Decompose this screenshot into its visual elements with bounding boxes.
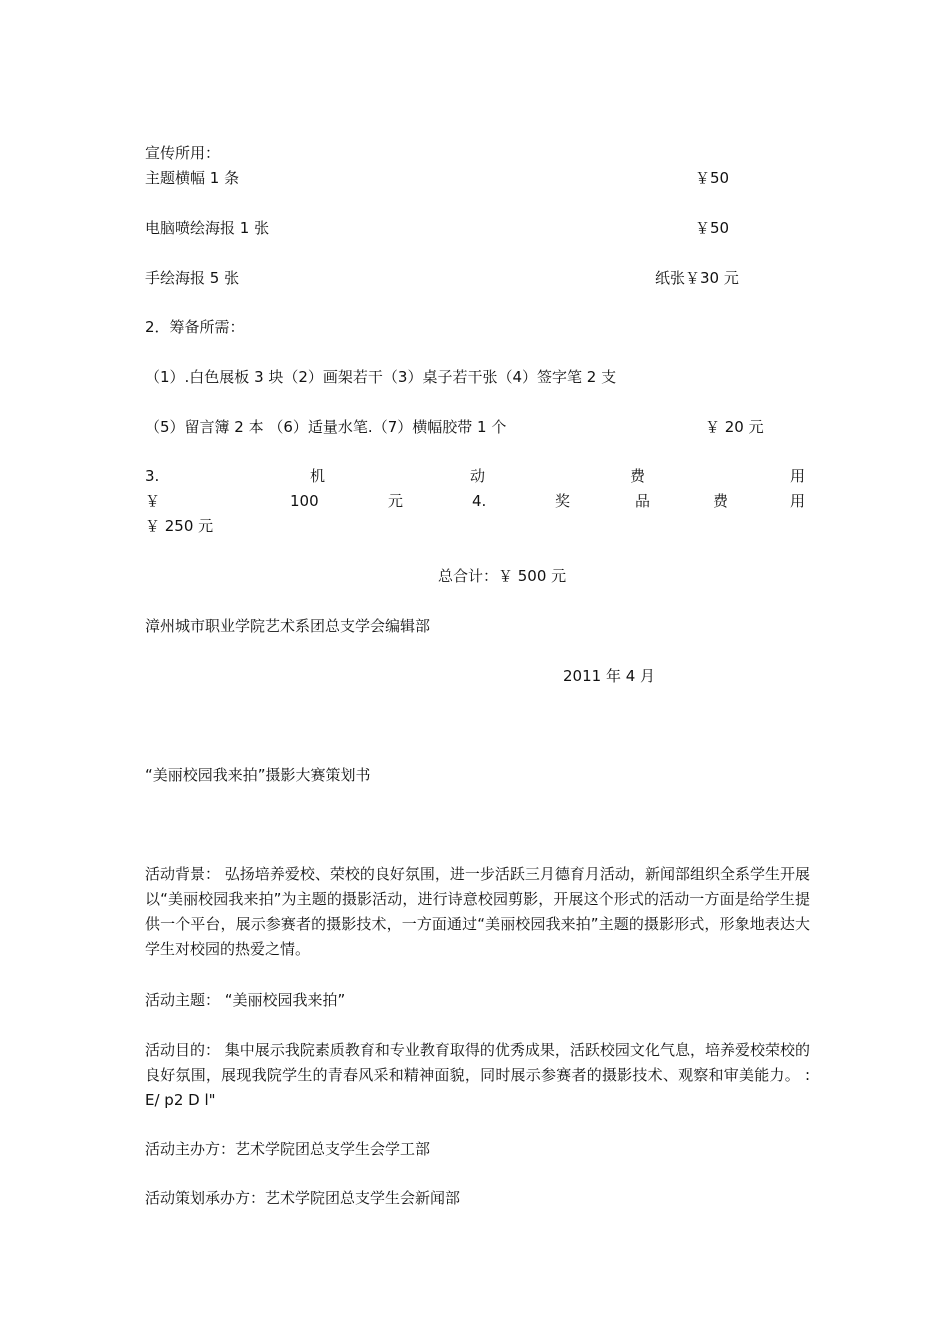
- misc-token: 品: [635, 492, 651, 510]
- activity-background: 活动背景： 弘扬培养爱校、荣校的良好氛围，进一步活跃三月德育月活动，新闻部组织全系学生开展以“美丽校园我来拍”为主题的摄影活动，进行诗意校园剪影，开展这个形式的活动一方面是给学生提供一个平台，展示参赛者的摄影技术，一方面通过“美丽校园我来拍”主题的摄影形式，形象地表达大学生对校园的热爱之情。: [145, 865, 810, 958]
- budget-item-cost: 纸张￥30 元: [655, 269, 739, 287]
- prep-heading: 2．筹备所需：: [145, 318, 245, 336]
- misc-token: 机: [310, 467, 326, 485]
- activity-theme: 活动主题： “美丽校园我来拍”: [145, 991, 346, 1009]
- date: 2011 年 4 月: [563, 667, 656, 685]
- budget-item-cost: ￥50: [695, 219, 730, 237]
- activity-organizer: 活动策划承办方：艺术学院团总支学生会新闻部: [145, 1189, 461, 1207]
- organization: 漳州城市职业学院艺术系团总支学会编辑部: [145, 617, 431, 635]
- misc-token: 奖: [555, 492, 571, 510]
- budget-item-name: 手绘海报 5 张: [145, 269, 240, 287]
- misc-token: 用: [790, 467, 806, 485]
- prep-cost: ￥ 20 元: [705, 418, 764, 436]
- budget-item-name: 电脑喷绘海报 1 张: [145, 219, 270, 237]
- activity-purpose: 活动目的： 集中展示我院素质教育和专业教育取得的优秀成果，活跃校园文化气息，培养爱校荣校的良好氛围，展现我院学生的青春风采和精神面貌，同时展示参赛者的摄影技术、观察和审美能力。 : E/ p2 D l": [145, 1041, 810, 1109]
- plan-title: “美丽校园我来拍”摄影大赛策划书: [145, 766, 371, 784]
- misc-token: 4.: [472, 492, 487, 510]
- activity-host: 活动主办方：艺术学院团总支学生会学工部: [145, 1140, 431, 1158]
- misc-token: 元: [388, 492, 404, 510]
- prep-line: （5）留言簿 2 本 （6）适量水笔.（7）横幅胶带 1 个: [145, 418, 507, 436]
- misc-token: 费: [630, 467, 646, 485]
- budget-item-name: 主题横幅 1 条: [145, 169, 240, 187]
- publicity-heading: 宣传所用：: [145, 144, 221, 162]
- budget-item-cost: ￥50: [695, 169, 730, 187]
- misc-token: 费: [713, 492, 729, 510]
- misc-token: 100: [290, 492, 319, 510]
- misc-token: 用: [790, 492, 806, 510]
- misc-token: 动: [470, 467, 486, 485]
- misc-token: ￥: [145, 492, 161, 510]
- prep-line: （1）.白色展板 3 块（2）画架若干（3）桌子若干张（4）签字笔 2 支: [145, 368, 617, 386]
- prize-cost: ￥ 250 元: [145, 517, 214, 535]
- misc-token: 3.: [145, 467, 160, 485]
- total-line: 总合计：￥ 500 元: [438, 567, 567, 585]
